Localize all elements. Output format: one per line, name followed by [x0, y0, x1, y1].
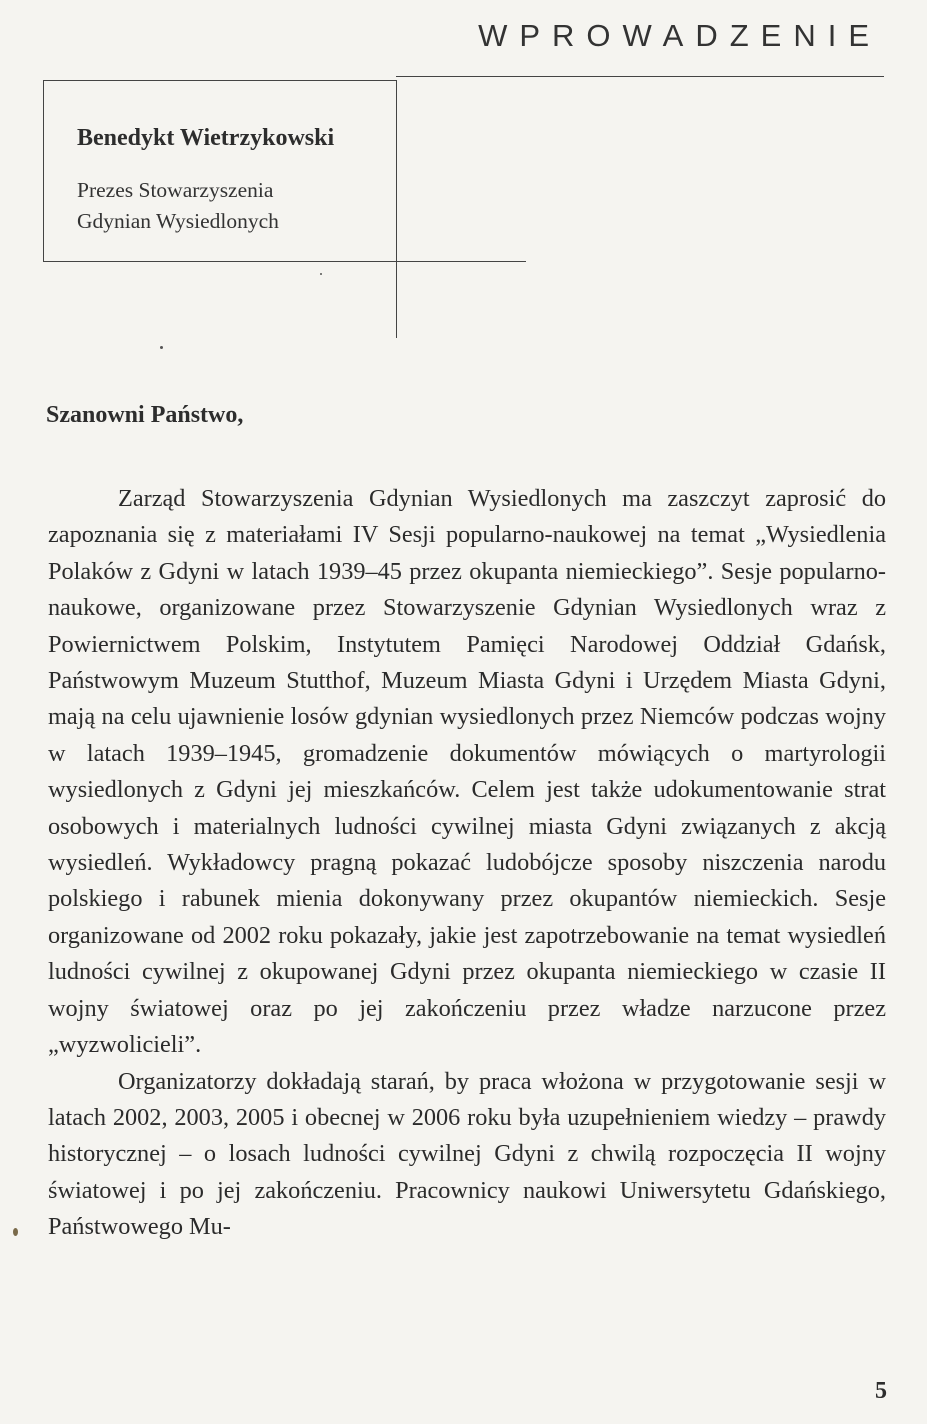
paragraph-2: Organizatorzy dokładają starań, by praca włożona w przygotowanie sesji w latach 2002, 2003, 2005 i obecnej w 2006 roku była uzupełnieniem wiedzy – prawdy historycznej – o losach ludności cywilnej Gdyni z chwilą rozpoczęcia II wojny światowej i po jej zakończeniu. Pracownicy naukowi Uniwersytetu Gdańskiego, Państwowego Mu- — [48, 1067, 886, 1241]
body-text — [48, 481, 886, 1246]
page-number: 5 — [875, 1378, 887, 1404]
scan-speck — [160, 346, 163, 349]
paragraph-1: Zarząd Stowarzyszenia Gdynian Wysiedlonych ma zaszczyt zaprosić do zapoznania się z materiałami IV Sesji popularno-naukowej na temat „Wysiedlenia Polaków z Gdyni w latach 1939–45 przez okupanta niemieckiego”. Sesje popularno-naukowe, organizowane przez Stowarzyszenie Gdynian Wysiedlonych wraz z Powiernictwem Polskim, Instytutem Pamięci Narodowej Oddział Gdańsk, Państwowym Muzeum Stutthof, Muzeum Miasta Gdyni i Urzędem Miasta Gdyni, mają na celu ujawnienie losów gdynian wysiedlonych przez Niemców podczas wojny w latach 1939–1945, gromadzenie dokumentów mówiących o martyrologii wysiedlonych z Gdyni jej mieszkańców. Celem jest także udokumentowanie strat osobowych i materialnych ludności cywilnej miasta Gdyni związanych z akcją wysiedleń. Wykładowcy pragną pokazać ludobójcze sposoby niszczenia narodu polskiego i rabunek mienia dokonywany przez okupantów niemieckich. Sesje organizowane od 2002 roku pokazały, jakie jest zapotrzebowanie na temat wysiedleń ludności cywilnej z okupowanej Gdyni przez okupanta niemieckiego w czasie II wojny światowej oraz po jej zakończeniu przez władze narzucone przez „wyzwolicieli”. — [48, 485, 886, 1059]
scan-speck — [320, 273, 322, 275]
author-box-horizontal-rule — [396, 261, 526, 262]
author-box-vertical-rule — [396, 80, 397, 338]
author-role-line-2: Gdynian Wysiedlonych — [77, 209, 279, 233]
author-role-line-1: Prezes Stowarzyszenia — [77, 178, 274, 202]
author-name: Benedykt Wietrzykowski — [77, 125, 335, 151]
salutation: Szanowni Państwo, — [46, 402, 244, 428]
scan-speck — [13, 1228, 18, 1236]
header-rule — [396, 76, 884, 77]
author-role — [77, 175, 377, 237]
section-title: WPROWADZENIE — [478, 18, 881, 53]
